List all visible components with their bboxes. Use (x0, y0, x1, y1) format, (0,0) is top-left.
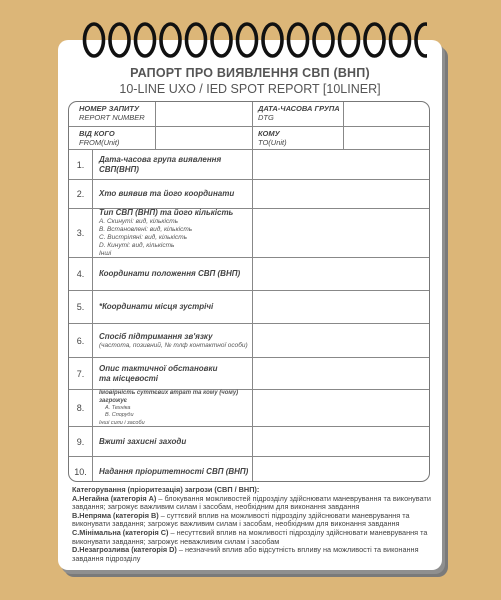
report-line-3 (69, 209, 429, 258)
line-label: Надання пріоритетності СВП (ВНП) (99, 467, 249, 476)
line-label: Спосіб підтримання зв'язку (99, 331, 213, 341)
line-description (93, 427, 253, 456)
line-label-cont: та місцевості (99, 373, 158, 383)
report-title-en: 10-LINE UXO / IED SPOT REPORT [10LINER] (119, 82, 381, 96)
line-sublabel: А. Скинуті: вид, кількість (99, 218, 179, 225)
line-number: 2. (69, 180, 93, 208)
line-label: Дата-часова група виявлення СВП(ВНП) (99, 154, 222, 174)
category-description: – суттєвий вплив на можливості підрозділу здійснювати маневрування та виконувати завдання; загрожує важливим силам і засобам, необхідним для виконання завдання (72, 510, 410, 529)
line-number: 1. (69, 150, 93, 179)
spiral-binding (82, 10, 427, 70)
report-line-10 (69, 457, 429, 482)
to-label: КОМУ TO(Unit) (253, 127, 344, 149)
line-description (93, 180, 253, 208)
line-description (93, 291, 253, 323)
line-sublabel: С. Вистріляні: вид, кількість (99, 234, 188, 241)
binding-ring (161, 24, 180, 56)
line-description (93, 258, 253, 290)
binding-ring (391, 24, 410, 56)
binding-ring (136, 24, 155, 56)
line-sublabel: Інші сили і засоби (99, 420, 145, 426)
line-sublabel: Інші (99, 250, 112, 257)
dtg-label: ДАТА-ЧАСОВА ГРУПА DTG (253, 102, 344, 126)
report-line-4 (69, 258, 429, 291)
priority-category (72, 546, 437, 563)
line-number: 9. (69, 427, 93, 456)
to-field[interactable] (344, 127, 430, 149)
category-name: A.Негайна (категорія А) (72, 493, 157, 503)
from-field[interactable] (156, 127, 253, 149)
report-title-ua: РАПОРТ ПРО ВИЯВЛЕННЯ СВП (ВНП) (130, 66, 370, 80)
binding-ring (212, 24, 231, 56)
category-description: – блокування можливостей підрозділу здійснювати маневрування та виконувати завдання; загрожує важливим силам і засобам, необхідним для виконання завдання (72, 493, 431, 512)
line-label: Імовірність суттєвих втрат та кому (чому) загрожує (99, 390, 239, 404)
priority-notes (72, 486, 437, 563)
line-entry-field[interactable] (253, 358, 429, 389)
binding-ring (365, 24, 384, 56)
priority-category (72, 512, 437, 529)
line-sublabel: D. Кинуті: вид, кількість (99, 242, 175, 249)
binding-ring (110, 24, 129, 56)
binding-ring (340, 24, 359, 56)
line-label: Опис тактичної обстановки (99, 363, 218, 373)
line-description (93, 457, 253, 482)
line-sublabel: А. Техніка (105, 405, 131, 411)
line-description (93, 150, 253, 179)
report-number-field[interactable] (156, 102, 253, 126)
line-label: Вжиті захисні заходи (99, 436, 187, 446)
binding-ring (314, 24, 333, 56)
priority-category (72, 495, 437, 512)
report-line-7 (69, 358, 429, 390)
binding-ring (289, 24, 308, 56)
line-sublabel: В. Встановлені: вид, кількість (99, 226, 193, 233)
header-row-1 (69, 102, 429, 127)
binding-ring (263, 24, 282, 56)
line-entry-field[interactable] (253, 258, 429, 290)
report-line-6 (69, 324, 429, 358)
line-entry-field[interactable] (253, 427, 429, 456)
line-label: Тип СВП (ВНП) та його кількість (99, 208, 234, 217)
dtg-field[interactable] (344, 102, 430, 126)
category-description: – несуттєвий вплив на можливості підрозділу здійснювати маневрування та виконувати завдання; загрожує неважливим силам і засобам (72, 527, 428, 546)
binding-ring (187, 24, 206, 56)
line-number: 8. (69, 390, 93, 426)
line-description (93, 390, 253, 426)
priority-category (72, 529, 437, 546)
line-entry-field[interactable] (253, 150, 429, 179)
line-entry-field[interactable] (253, 390, 429, 426)
from-label: ВІД КОГО FROM(Unit) (69, 127, 156, 149)
category-name: B.Непряма (категорія В) (72, 510, 159, 520)
binding-ring (416, 24, 427, 56)
line-entry-field[interactable] (253, 291, 429, 323)
report-form (68, 101, 430, 482)
line-label: Координати положення СВП (ВНП) (99, 269, 241, 278)
header-row-2 (69, 127, 429, 150)
report-line-5 (69, 291, 429, 324)
report-line-8 (69, 390, 429, 427)
line-label: Хто виявив та його координати (99, 189, 235, 198)
line-sublabel: (частота, позивний, № тлф контактної особи) (99, 341, 248, 349)
category-name: C.Мінімальна (категорія С) (72, 527, 169, 537)
line-number: 7. (69, 358, 93, 389)
line-sublabel: В. Споруди (105, 412, 134, 418)
report-line-9 (69, 427, 429, 457)
binding-ring (85, 24, 104, 56)
report-number-label: НОМЕР ЗАПИТУ REPORT NUMBER (69, 102, 156, 126)
category-description: – незначний вплив або відсутність впливу на можливості та виконання завдання підрозділу (72, 545, 419, 563)
line-number: 6. (69, 324, 93, 357)
line-number: 4. (69, 258, 93, 290)
line-entry-field[interactable] (253, 457, 429, 482)
notes-heading: Категорування (пріоритезація) загрози (СВП / ВНП): (72, 485, 260, 494)
line-number: 10. (69, 457, 93, 482)
line-entry-field[interactable] (253, 209, 429, 257)
line-label: *Координати місця зустрічі (99, 302, 214, 311)
report-line-2 (69, 180, 429, 209)
binding-ring (238, 24, 257, 56)
line-entry-field[interactable] (253, 324, 429, 357)
line-description (93, 209, 253, 257)
line-number: 3. (69, 209, 93, 257)
report-line-1 (69, 150, 429, 180)
line-description (93, 324, 253, 357)
category-name: D.Незагрозлива (категорія D) (72, 545, 177, 555)
line-description (93, 358, 253, 389)
line-number: 5. (69, 291, 93, 323)
line-entry-field[interactable] (253, 180, 429, 208)
